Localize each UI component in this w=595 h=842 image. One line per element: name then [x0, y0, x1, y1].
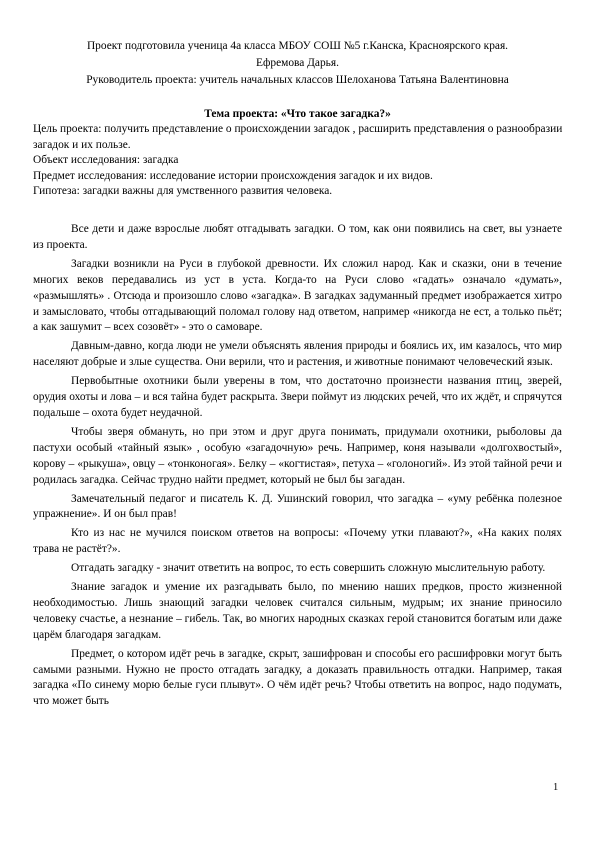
meta-object: Объект исследования: загадка: [33, 154, 179, 167]
meta-goal: Цель проекта: получить представление о происхождении загадок , расширить представления о разнообразии загадок и их пользе.: [33, 123, 563, 151]
body-paragraph: Предмет, о котором идёт речь в загадке, скрыт, зашифрован и способы его расшифровки могут быть самыми разными. Нужно не просто отгадать загадку, а доказать правильность отгадки. Например, такая загадка «По синему морю белые гуси плывут». О чём идёт речь? Чтобы ответить на вопрос, надо подумать, что может быть: [33, 647, 562, 708]
body-paragraph: Кто из нас не мучился поиском ответов на вопросы: «Почему утки плавают?», «На каких полях трава не растёт?».: [33, 527, 562, 556]
body-paragraph: Чтобы зверя обмануть, но при этом и друг друга понимать, придумали охотники, рыболовы да пастухи особый «тайный язык» , особую «загадочную» речь. Например, коня называли «долгохвостый», корову – «рыкуша», овцу – «тонконогая». Белку – «когтистая», петуха – «голоногий». Из этой тайной речи и родилась загадка. Сейчас трудно найти предмет, который не был бы загадан.: [33, 425, 562, 486]
header-line-supervisor: Руководитель проекта: учитель начальных классов Шелоханова Татьяна Валентиновна: [86, 74, 509, 86]
project-topic: Тема проекта: «Что такое загадка?»: [204, 108, 391, 120]
header-line-author: Проект подготовила ученица 4а класса МБОУ СОШ №5 г.Канска, Красноярского края.: [86, 40, 509, 52]
header-line-name: Ефремова Дарья.: [256, 57, 339, 69]
body-paragraph: Загадки возникли на Руси в глубокой древности. Их сложил народ. Как и сказки, они в течение многих веков передавались из уст в уста. Когда-то на Руси слово «гадать» означало «думать», «размышлять» . Отсюда и произошло слово «загадка». В загадках задуманный предмет изображается хитро и замысловато, чтобы отгадывающий поломал голову над ответом, например «никогда не ест, а только пьёт; а как зашумит – всех созовёт» - это о самоваре.: [33, 257, 562, 334]
body-paragraph: Первобытные охотники были уверены в том, что достаточно произнести названия птиц, зверей, орудия охоты и лова – и вся тайна будет раскрыта. Звери поймут из людских речей, что их ждёт, и спрячутся подальше – охота будет неудачной.: [33, 375, 562, 419]
meta-hypothesis: Гипотеза: загадки важны для умственного развития человека.: [33, 185, 333, 198]
body-text: [33, 222, 562, 713]
body-paragraph: Давным-давно, когда люди не умели объяснять явления природы и боялись их, им казалось, что мир населяют добрые и злые существа. Они верили, что и растения, и животные понимают человеческий язык.: [33, 340, 562, 369]
body-paragraph: Замечательный педагог и писатель К. Д. Ушинский говорил, что загадка – «уму ребёнка полезное упражнение». И он был прав!: [33, 492, 562, 521]
project-meta: [33, 122, 563, 200]
meta-subject: Предмет исследования: исследование истории происхождения загадок и их видов.: [33, 169, 433, 182]
project-header: [30, 38, 565, 89]
body-paragraph: Все дети и даже взрослые любят отгадывать загадки. О том, как они появились на свет, вы узнаете из проекта.: [33, 223, 562, 251]
page-number: 1: [553, 782, 559, 793]
body-paragraph: Знание загадок и умение их разгадывать было, по мнению наших предков, просто жизненной необходимостью. Лишь знающий загадки человек считался сильным, мудрым; их знание приносило человеку счастье, а незнание – гибель. Так, во многих народных сказках герой становится богатым или даже царём благодаря загадкам.: [33, 581, 562, 641]
body-paragraph: Отгадать загадку - значит ответить на вопрос, то есть совершить сложную мыслительную работу.: [71, 562, 546, 575]
